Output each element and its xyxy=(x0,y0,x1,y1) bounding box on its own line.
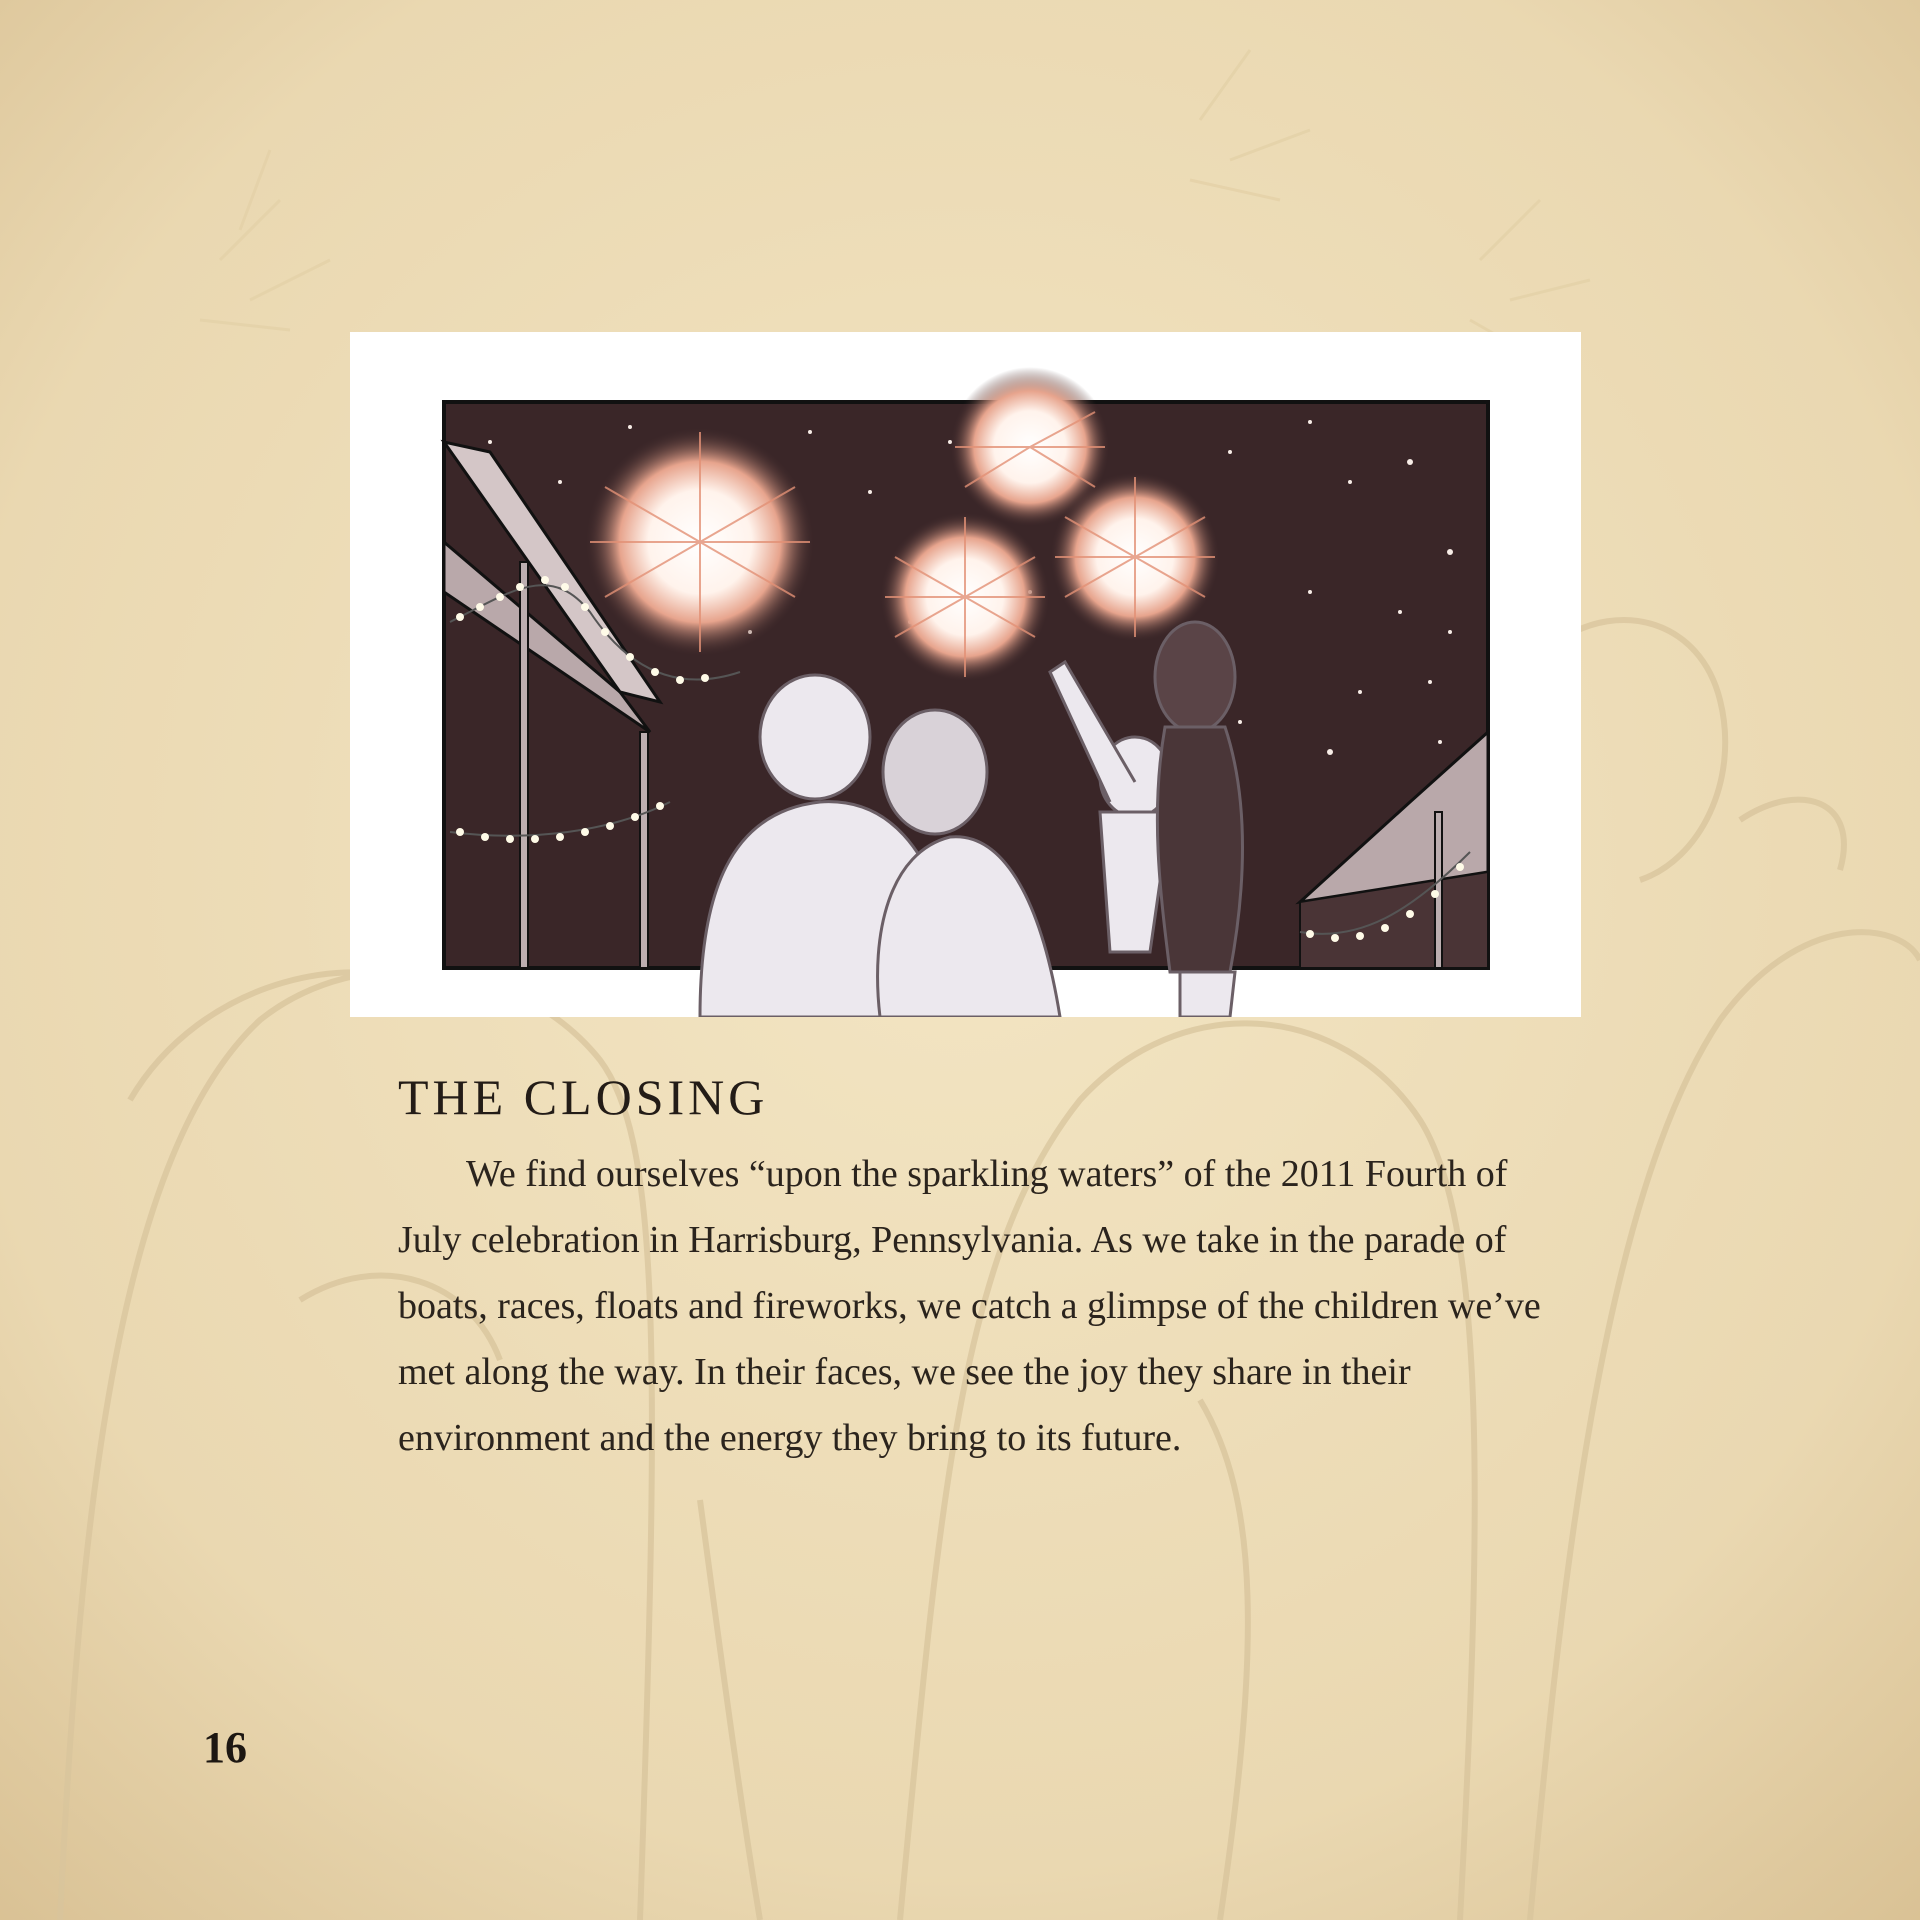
section-title: THE CLOSING xyxy=(398,1069,769,1125)
page-number: 16 xyxy=(203,1723,247,1772)
fireworks-illustration xyxy=(350,332,1581,1017)
fireworks-scene-drawing xyxy=(350,332,1581,1017)
body-paragraph: We find ourselves “upon the sparkling waters” of the 2011 Fourth of July celebration in Harrisburg, Pennsylvania. As we take in the parade of boats, races, floats and fireworks, we catch a glimpse of the children we’ve met along the way. In their faces, we see the joy they share in their environment and the energy they bring to its future. xyxy=(398,1153,1541,1459)
